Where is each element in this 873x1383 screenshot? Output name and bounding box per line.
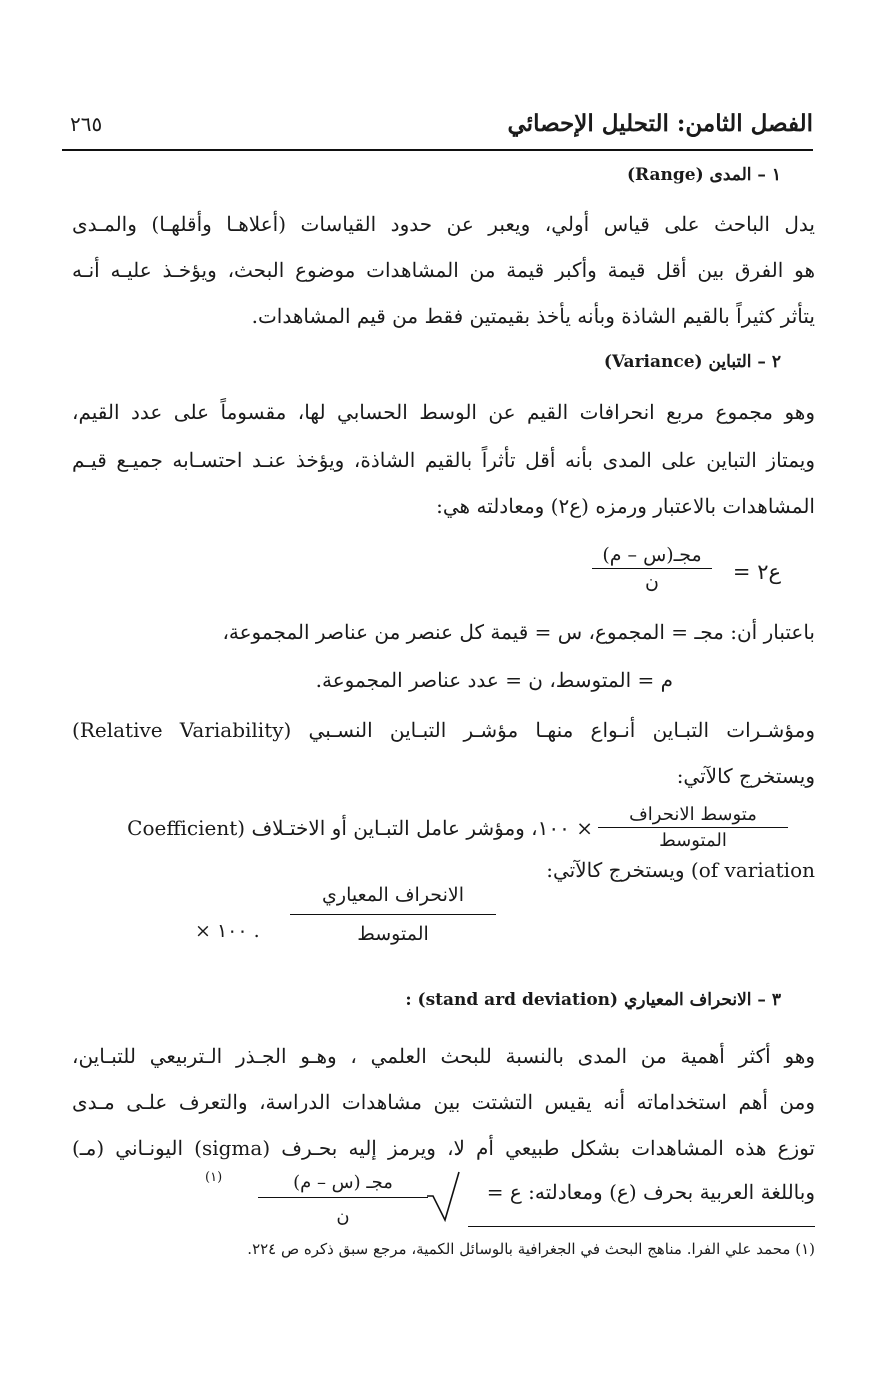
coefficient-line-1: × ١٠٠، ومؤشر عامل التبـاين أو الاختـلاف (Coefficient: [127, 816, 593, 840]
footnote-divider: [468, 1226, 815, 1227]
variance-definition-2: م = المتوسط، ن = عدد عناصر المجموعة.: [315, 668, 673, 692]
coefficient-fraction-suffix: . ١٠٠ ×: [195, 920, 260, 942]
footnote: (١) محمد علي الفرا. مناهج البحث في الجغرافية بالوسائل الكمية، مرجع سبق ذكره ص ٢٢٤.: [247, 1240, 815, 1258]
relative-variability-fraction: [598, 804, 788, 851]
header-divider: [62, 149, 813, 151]
range-line-2: هو الفرق بين أقل قيمة وأكبر قيمة من المشاهدات موضوع البحث، ويؤخـذ عليـه أنـه: [72, 258, 816, 282]
relative-variability-line-2: ويستخرج كالآتي:: [676, 764, 815, 788]
range-heading: ١ – المدى (Range): [626, 165, 781, 185]
footnote-marker: (١): [205, 1170, 223, 1185]
variance-heading: ٢ – التباين (Variance): [603, 352, 781, 372]
std-formula-fraction: [258, 1172, 428, 1227]
coefficient-line-2: of variation) ويستخرج كالآتي:: [546, 858, 815, 882]
variance-line-2: ويمتاز التباين على المدى بأنه أقل تأثراً بالقيم الشاذة، ويؤخذ عنـد احتسـابه جميـع قيـم: [72, 448, 815, 472]
variance-line-1: وهو مجموع مربع انحرافات القيم عن الوسط الحسابي لها، مقسوماً على عدد القيم،: [72, 400, 815, 424]
std-deviation-heading: ٣ – الانحراف المعياري (stand ard deviation) :: [405, 990, 781, 1010]
coefficient-variation-fraction: [290, 884, 496, 945]
range-line-1: يدل الباحث على قياس أولي، ويعبر عن حدود القياسات (أعلاهـا وأقلهـا) والمـدى: [72, 212, 815, 236]
relative-fraction-denominator: المتوسط: [659, 830, 727, 851]
std-deviation-line-1: وهو أكثر أهمية من المدى بالنسبة للبحث العلمي ، وهـو الجـذر الـتربيعي للتبـاين،: [72, 1044, 815, 1068]
variance-formula-numerator: مجـ(س – م): [592, 544, 712, 569]
chapter-title: الفصل الثامن: التحليل الإحصائي: [507, 110, 813, 137]
relative-variability-line-1: ومؤشـرات التبـاين أنـواع منهـا مؤشـر التبـاين النسـبي (Relative Variability): [72, 718, 815, 742]
relative-fraction-numerator: متوسط الانحراف: [598, 804, 788, 828]
variance-formula-denominator: ن: [645, 571, 659, 593]
page-number: ٢٦٥: [70, 112, 103, 136]
coefficient-fraction-numerator: الانحراف المعياري: [290, 884, 496, 915]
square-root-sign: [425, 1170, 461, 1222]
std-deviation-formula-line: وباللغة العربية بحرف (ع) ومعادلته: ع =: [486, 1180, 815, 1204]
variance-formula-lhs: ع٢ =: [732, 560, 781, 584]
page-header: [62, 108, 813, 150]
variance-definition-1: باعتبار أن: مجـ = المجموع، س = قيمة كل عنصر من عناصر المجموعة،: [222, 620, 815, 644]
coefficient-fraction-denominator: المتوسط: [357, 923, 429, 945]
variance-line-3: المشاهدات بالاعتبار ورمزه (ع٢) ومعادلته هي:: [436, 494, 815, 518]
variance-formula-fraction: [592, 544, 712, 593]
range-line-3: يتأثر كثيراً بالقيم الشاذة وبأنه يأخذ بقيمتين فقط من قيم المشاهدات.: [251, 304, 815, 328]
std-formula-numerator: مجـ (س – م): [258, 1172, 428, 1198]
std-deviation-line-2: ومن أهم استخداماته أنه يقيس التشتت بين مشاهدات الدراسة، والتعرف علـى مـدى: [72, 1090, 815, 1114]
std-formula-denominator: ن: [336, 1206, 350, 1227]
std-deviation-line-3: توزع هذه المشاهدات بشكل طبيعي أم لا، ويرمز إليه بحـرف (sigma) اليونـاني (مـ): [72, 1136, 815, 1160]
